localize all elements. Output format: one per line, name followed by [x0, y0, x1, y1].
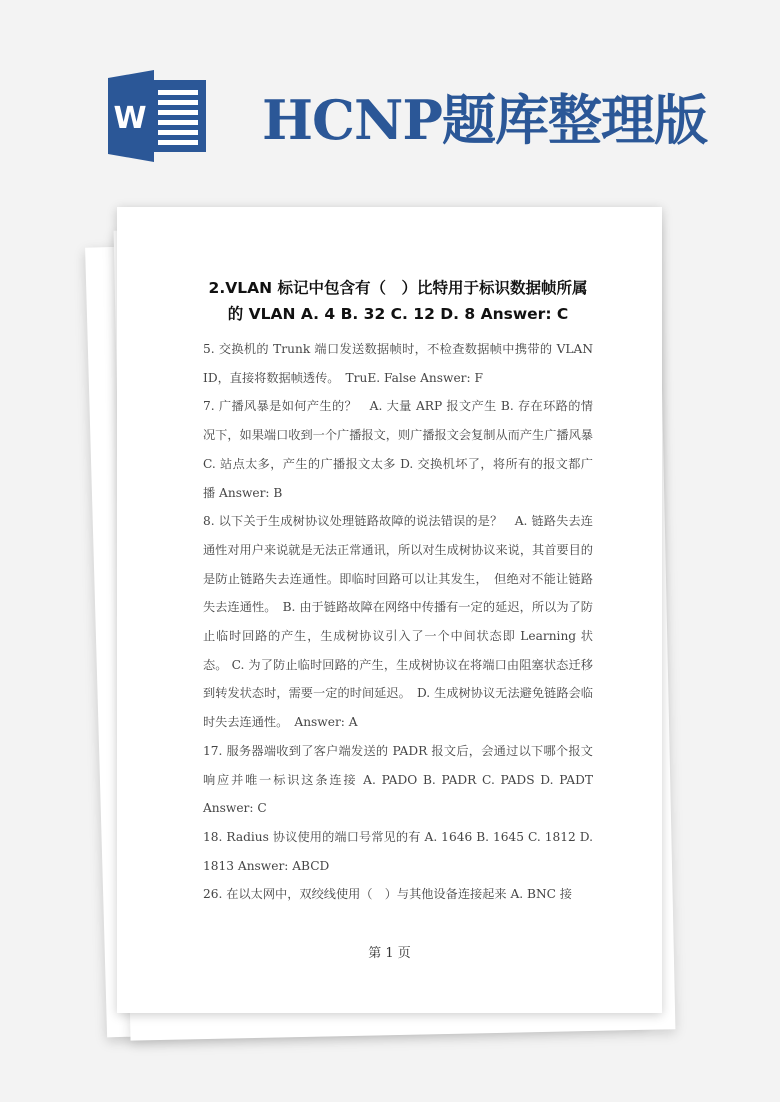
question-paragraph: 5. 交换机的 Trunk 端口发送数据帧时，不检查数据帧中携带的 VLAN ID，直接将数据帧透传。 TruE. False Answer: F [203, 342, 593, 385]
word-logo-icon [108, 70, 208, 162]
question-paragraph: 7. 广播风暴是如何产生的？ A. 大量 ARP 报文产生 B. 存在环路的情况下，如果端口收到一个广播报文，则广播报文会复制从而产生广播风暴 C. 站点太多，产生的广播报文太多 D. 交换机坏了，将所有的报文都广播 Answer: B [203, 399, 593, 500]
page-title: HCNP题库整理版 [262, 88, 707, 152]
question-paragraph: 8. 以下关于生成树协议处理链路故障的说法错误的是？ A. 链路失去连通性对用户来说就是无法正常通讯，所以对生成树协议来说，其首要目的是防止链路失去连通性。即临时回路可以让其发生， 但绝对不能让链路失去连通性。 B. 由于链路故障在网络中传播有一定的延迟，所以为了防止临时回路的产生，生成树协议引入了一个中间状态即 Learning 状态。 C. 为了防止临时回路的产生，生成树协议在将端口由阻塞状态迁移到转发状态时，需要一定的时间延迟。 D. 生成树协议无法避免链路会临时失去连通性。 Answer: A [203, 514, 593, 730]
logo-letter: W [113, 101, 147, 136]
question-paragraph: 17. 服务器端收到了客户端发送的 PADR 报文后，会通过以下哪个报文响应并唯一标识这条连接 A. PADO B. PADR C. PADS D. PADT Answer: C [203, 743, 593, 816]
document-page [117, 207, 662, 1013]
page-number: 第 1 页 [368, 946, 411, 961]
question-paragraph: 18. Radius 协议使用的端口号常见的有 A. 1646 B. 1645 C. 1812 D. 1813 Answer: ABCD [203, 829, 593, 873]
question-paragraph: 26. 在以太网中，双绞线使用（ ）与其他设备连接起来 A. BNC 接 [203, 887, 572, 902]
question-heading: 2.VLAN 标记中包含有（ ）比特用于标识数据帧所属的 VLAN A. 4 B. 32 C. 12 D. 8 Answer: C [208, 279, 588, 323]
